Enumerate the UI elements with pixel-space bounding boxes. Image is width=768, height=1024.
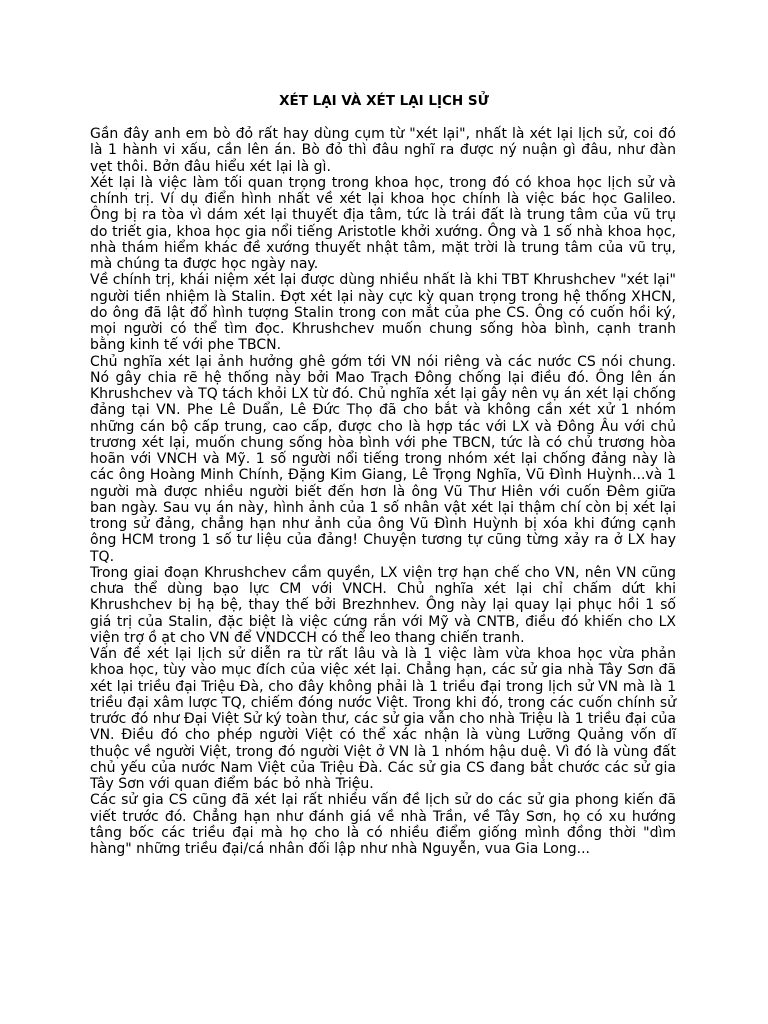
document-title: XÉT LẠI VÀ XÉT LẠI LỊCH SỬ	[279, 93, 489, 109]
paragraph-2: Xét lại là việc làm tối quan trọng trong khoa học, trong đó có khoa học lịch sử và chính trị. Ví dụ điển hình nhất về xét lại khoa học chính là việc bác học Galileo. Ông bị ra tòa vì dám xét lại thuyết địa tâm, tức là trái đất là trung tâm của vũ trụ do triết gia, khoa học gia nổi tiếng Aristotle khởi xướng. Ông và 1 số nhà khoa học, nhà thám hiểm khác đề xướng thuyết nhật tâm, mặt trời là trung tâm của vũ trụ, mà chúng ta được học ngày nay.	[90, 174, 676, 272]
paragraph-3: Về chính trị, khái niệm xét lại được dùng nhiều nhất là khi TBT Khrushchev "xét lại" người tiền nhiệm là Stalin. Đợt xét lại này cực kỳ quan trọng trong hệ thống XHCN, do ông đã lật đổ hình tượng Stalin trong con mắt của phe CS. Ông có cuốn hồi ký, mọi người có thể tìm đọc. Khrushchev muốn chung sống hòa bình, cạnh tranh bằng kinh tế với phe TBCN.	[90, 272, 676, 354]
document-body	[90, 126, 676, 857]
paragraph-1: Gần đây anh em bò đỏ rất hay dùng cụm từ "xét lại", nhất là xét lại lịch sử, coi đó là 1 hành vi xấu, cần lên án. Bò đỏ thì đâu nghĩ ra được ný nuận gì đâu, như đàn vẹt thôi. Bởn đâu hiểu xét lại là gì.	[90, 126, 676, 175]
paragraph-5: Trong giai đoạn Khrushchev cầm quyền, LX viện trợ hạn chế cho VN, nên VN cũng chưa thể dùng bạo lực CM với VNCH. Chủ nghĩa xét lại chỉ chấm dứt khi Khrushchev bị hạ bệ, thay thế bởi Brezhnhev. Ông này lại quay lại phục hồi 1 số giá trị của Stalin, đặc biệt là việc cứng rắn với Mỹ và CNTB, điều đó khiến cho LX viện trợ ồ ạt cho VN để VNDCCH có thể leo thang chiến tranh.	[90, 564, 676, 646]
paragraph-7: Các sử gia CS cũng đã xét lại rất nhiều vấn đề lịch sử do các sử gia phong kiến đã viết trước đó. Chẳng hạn như đánh giá về nhà Trần, về Tây Sơn, họ có xu hướng tâng bốc các triều đại mà họ cho là có nhiều điểm giống mình đồng thời "dìm hàng" những triều đại/cá nhân đối lập như nhà Nguyễn, vua Gia Long...	[90, 792, 676, 857]
paragraph-4: Chủ nghĩa xét lại ảnh hưởng ghê gớm tới VN nói riêng và các nước CS nói chung. Nó gây chia rẽ hệ thống này bởi Mao Trạch Đông chống lại điều đó. Ông lên án Khrushchev và TQ tách khỏi LX từ đó. Chủ nghĩa xét lại gây nên vụ án xét lại chống đảng tại VN. Phe Lê Duẩn, Lê Đức Thọ đã cho bắt và không cần xét xử 1 nhóm những cán bộ cấp trung, cao cấp, được cho là hợp tác với LX và Đông Âu với chủ trương xét lại, muốn chung sống hòa bình với phe TBCN, tức là có chủ trương hòa hoãn với VNCH và Mỹ. 1 số người nổi tiếng trong nhóm xét lại chống đảng này là các ông Hoàng Minh Chính, Đặng Kim Giang, Lê Trọng Nghĩa, Vũ Đình Huỳnh...và 1 người mà được nhiều người biết đến hơn là ông Vũ Thư Hiên với cuốn Đêm giữa ban ngày. Sau vụ án này, hình ảnh của 1 số nhân vật xét lại thậm chí còn bị xét lại trong sử đảng, chẳng hạn như ảnh của ông Vũ Đình Huỳnh bị xóa khi đứng cạnh ông HCM trong 1 số tư liệu của đảng! Chuyện tương tự cũng từng xảy ra ở LX hay TQ.	[90, 353, 676, 565]
paragraph-6: Vấn đề xét lại lịch sử diễn ra từ rất lâu và là 1 việc làm vừa khoa học vừa phản khoa học, tùy vào mục đích của việc xét lại. Chẳng hạn, các sử gia nhà Tây Sơn đã xét lại triều đại Triệu Đà, cho đây không phải là 1 triều đại trong lịch sử VN mà là 1 triều đại xâm lược TQ, chiếm đóng nước Việt. Trong khi đó, trong các cuốn chính sử trước đó như Đại Việt Sử ký toàn thư, các sử gia vẫn cho nhà Triệu là 1 triều đại của VN. Điều đó cho phép người Việt có thể xác nhận là vùng Lưỡng Quảng vốn dĩ thuộc về người Việt, trong đó người Việt ở VN là 1 nhóm hậu duệ. Vì đó là vùng đất chủ yếu của nước Nam Việt của Triệu Đà. Các sử gia CS đang bắt chước các sử gia Tây Sơn với quan điểm bác bỏ nhà Triệu.	[90, 646, 676, 792]
